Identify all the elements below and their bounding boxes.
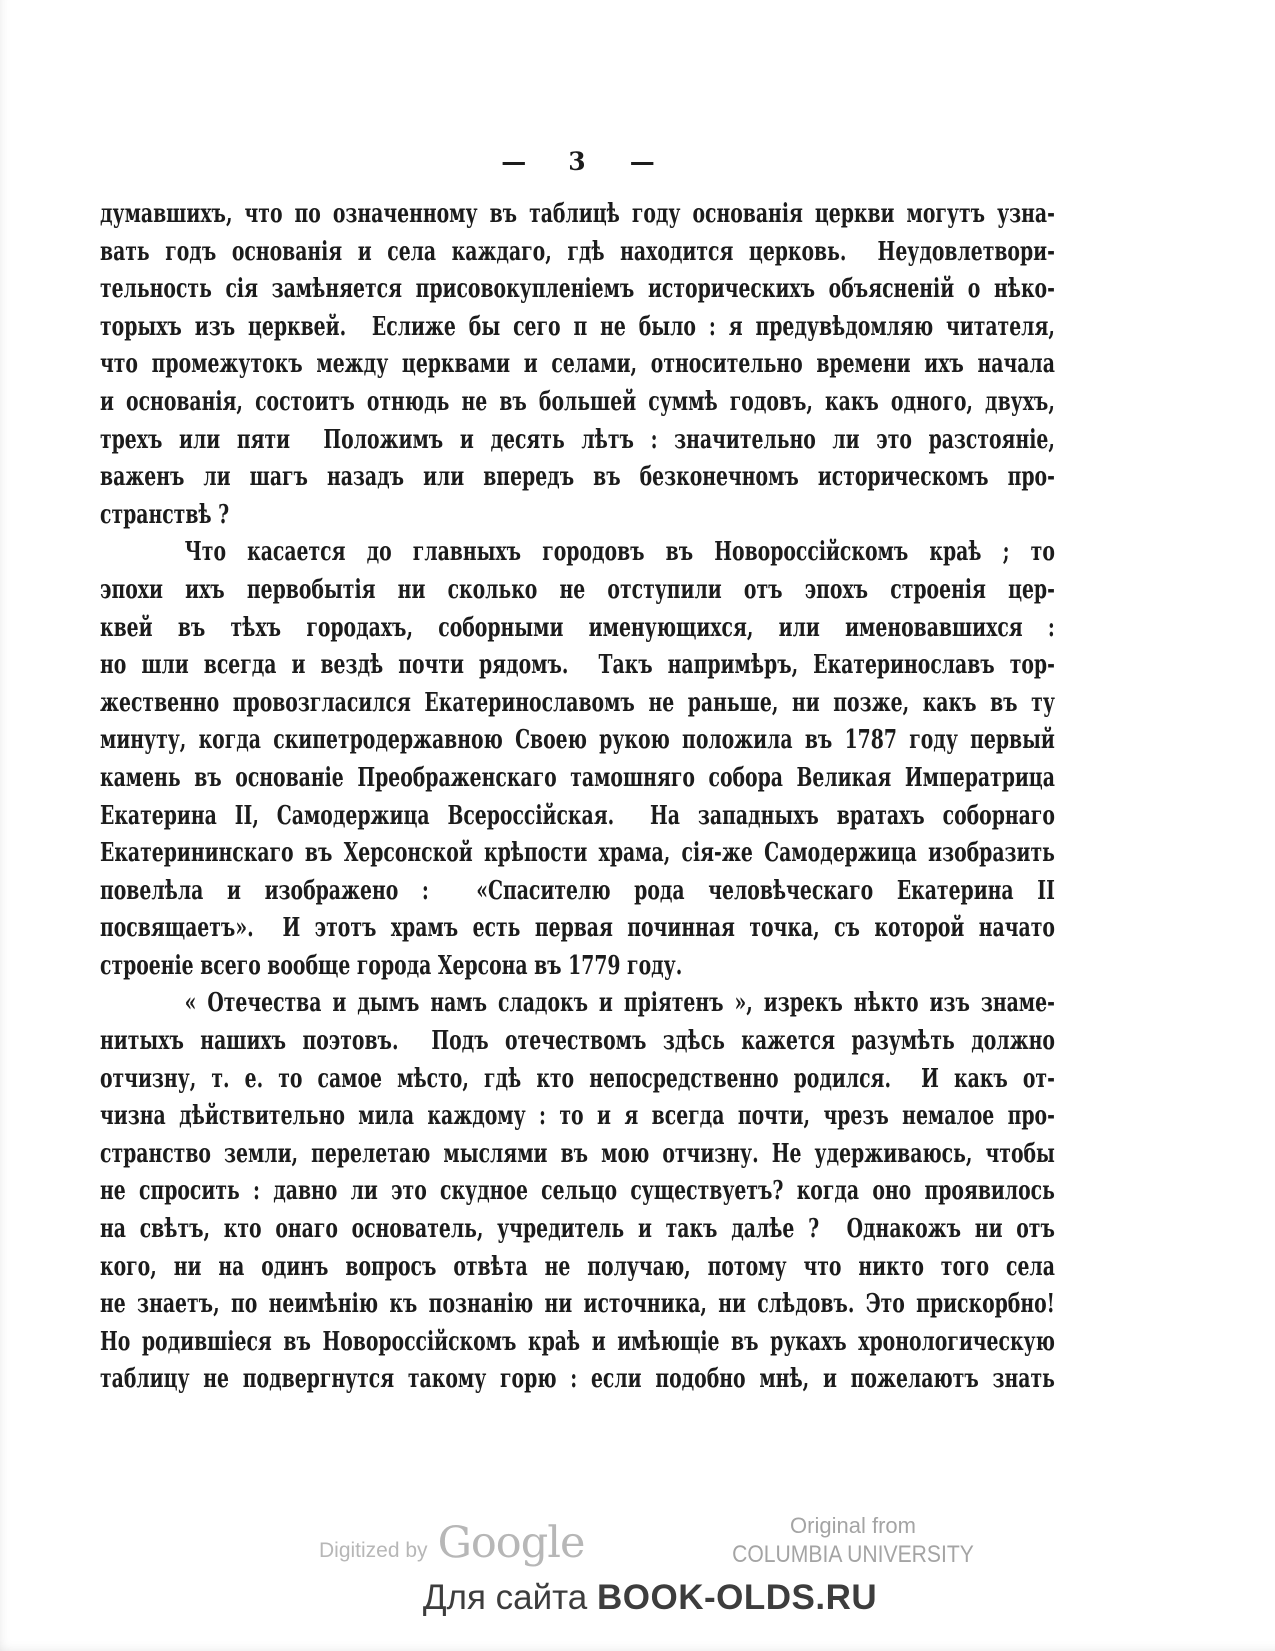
text-line: Что касается до главныхъ городовъ въ Новороссійскомъ краѣ ; то — [184, 537, 1055, 568]
text-line: кого, ни на одинъ вопросъ отвѣта не получаю, потому что никто того села — [100, 1251, 1055, 1282]
digitized-by-label: Digitized by — [319, 1539, 428, 1562]
running-head — [501, 147, 652, 176]
text-line: что промежутокъ между церквами и селами, относительно времени ихъ начала — [100, 349, 1055, 380]
text-line: вать годъ основанія и села каждаго, гдѣ находится церковь. Неудовлетвори- — [100, 236, 1055, 267]
provenance-stamp — [716, 1512, 991, 1570]
text-line: повелѣла и изображено : «Спасителю рода человѣческаго Екатерина II — [100, 875, 1055, 906]
text-line: Но родившіеся въ Новороссійскомъ краѣ и имѣющіе въ рукахъ хронологическую — [100, 1326, 1055, 1357]
text-line: нитыхъ нашихъ поэтовъ. Подъ отечествомъ здѣсь кажется разумѣть должно — [100, 1026, 1055, 1057]
page-number: 3 — [568, 147, 586, 176]
text-line: странствѣ ? — [100, 499, 230, 530]
google-logo: Google — [437, 1518, 585, 1568]
text-line: думавшихъ, что по означенному въ таблицѣ году основанія церкви могутъ узна- — [100, 199, 1055, 229]
text-line: жественно провозгласился Екатеринославомъ не раньше, ни позже, какъ въ ту — [100, 687, 1055, 718]
header-dash-left: — — [501, 147, 525, 176]
header-dash-right: — — [629, 147, 653, 176]
text-line: и основанія, состоитъ отнюдь не въ большей суммѣ годовъ, какъ одного, двухъ, — [100, 386, 1055, 417]
text-line: посвящаетъ». И этотъ храмъ есть первая починная точка, съ которой начато — [100, 913, 1055, 944]
site-name: BOOK-OLDS.RU — [597, 1578, 878, 1617]
text-line: не спросить : давно ли это скудное сельцо существуетъ? когда оно проявилось — [100, 1176, 1055, 1207]
text-line: важенъ ли шагъ назадъ или впередъ въ безконечномъ историческомъ про- — [100, 462, 1055, 493]
text-line: но шли всегда и вездѣ почти рядомъ. Такъ напримѣръ, Екатеринославъ тор- — [100, 650, 1055, 681]
text-line: странство земли, перелетаю мыслями въ мою отчизну. Не удерживаюсь, чтобы — [100, 1138, 1055, 1169]
text-line: Екатерининскаго въ Херсонской крѣпости храма, сія-же Самодержица изобразить — [100, 838, 1055, 869]
text-line: не знаетъ, по неимѣнію къ познанію ни источника, ни слѣдовъ. Это прискорбно! — [100, 1289, 1055, 1320]
text-line: « Отечества и дымъ намъ сладокъ и пріятенъ », изрекъ нѣкто изъ знаме- — [184, 988, 1055, 1019]
site-credit-prefix: Для сайта — [422, 1578, 588, 1617]
text-line: эпохи ихъ первобытія ни сколько не отступили отъ эпохъ строенія цер- — [100, 574, 1055, 605]
institution-label: COLUMBIA UNIVERSITY — [732, 1541, 974, 1568]
text-line: квей въ тѣхъ городахъ, соборными именующихся, или именовавшихся : — [100, 612, 1055, 643]
text-line: чизна дѣйствительно мила каждому : то и я всегда почти, чрезъ немалое про- — [100, 1101, 1055, 1132]
text-line: камень въ основаніе Преображенскаго тамошняго собора Великая Императрица — [100, 762, 1055, 793]
page-body — [100, 196, 1055, 1399]
text-line: Екатерина II, Самодержица Всероссійская. На западныхъ вратахъ соборнаго — [100, 800, 1055, 831]
google-watermark — [319, 1518, 584, 1568]
text-line: строеніе всего вообще города Херсона въ 1779 году. — [100, 950, 683, 981]
text-line: минуту, когда скипетродержавною Своею рукою положила въ 1787 году первый — [100, 725, 1055, 756]
text-line: тельность сія замѣняется присовокупленіемъ историческихъ объясненій о нѣко- — [100, 274, 1055, 305]
site-credit — [423, 1578, 877, 1618]
text-line: трехъ или пяти Положимъ и десять лѣтъ : значительно ли это разстояніе, — [100, 424, 1055, 455]
text-line: торыхъ изъ церквей. Еслиже бы сего п не было : я предувѣдомляю читателя, — [100, 311, 1055, 342]
text-line: отчизну, т. е. то самое мѣсто, гдѣ кто непосредственно родился. И какъ от- — [100, 1063, 1055, 1094]
original-from-label: Original from — [790, 1513, 916, 1538]
text-line: на свѣтъ, кто онаго основатель, учредитель и такъ далѣе ? Однакожъ ни отъ — [100, 1214, 1055, 1245]
text-line: таблицу не подвергнутся такому горю : если подобно мнѣ, и пожелаютъ знать — [100, 1364, 1055, 1395]
